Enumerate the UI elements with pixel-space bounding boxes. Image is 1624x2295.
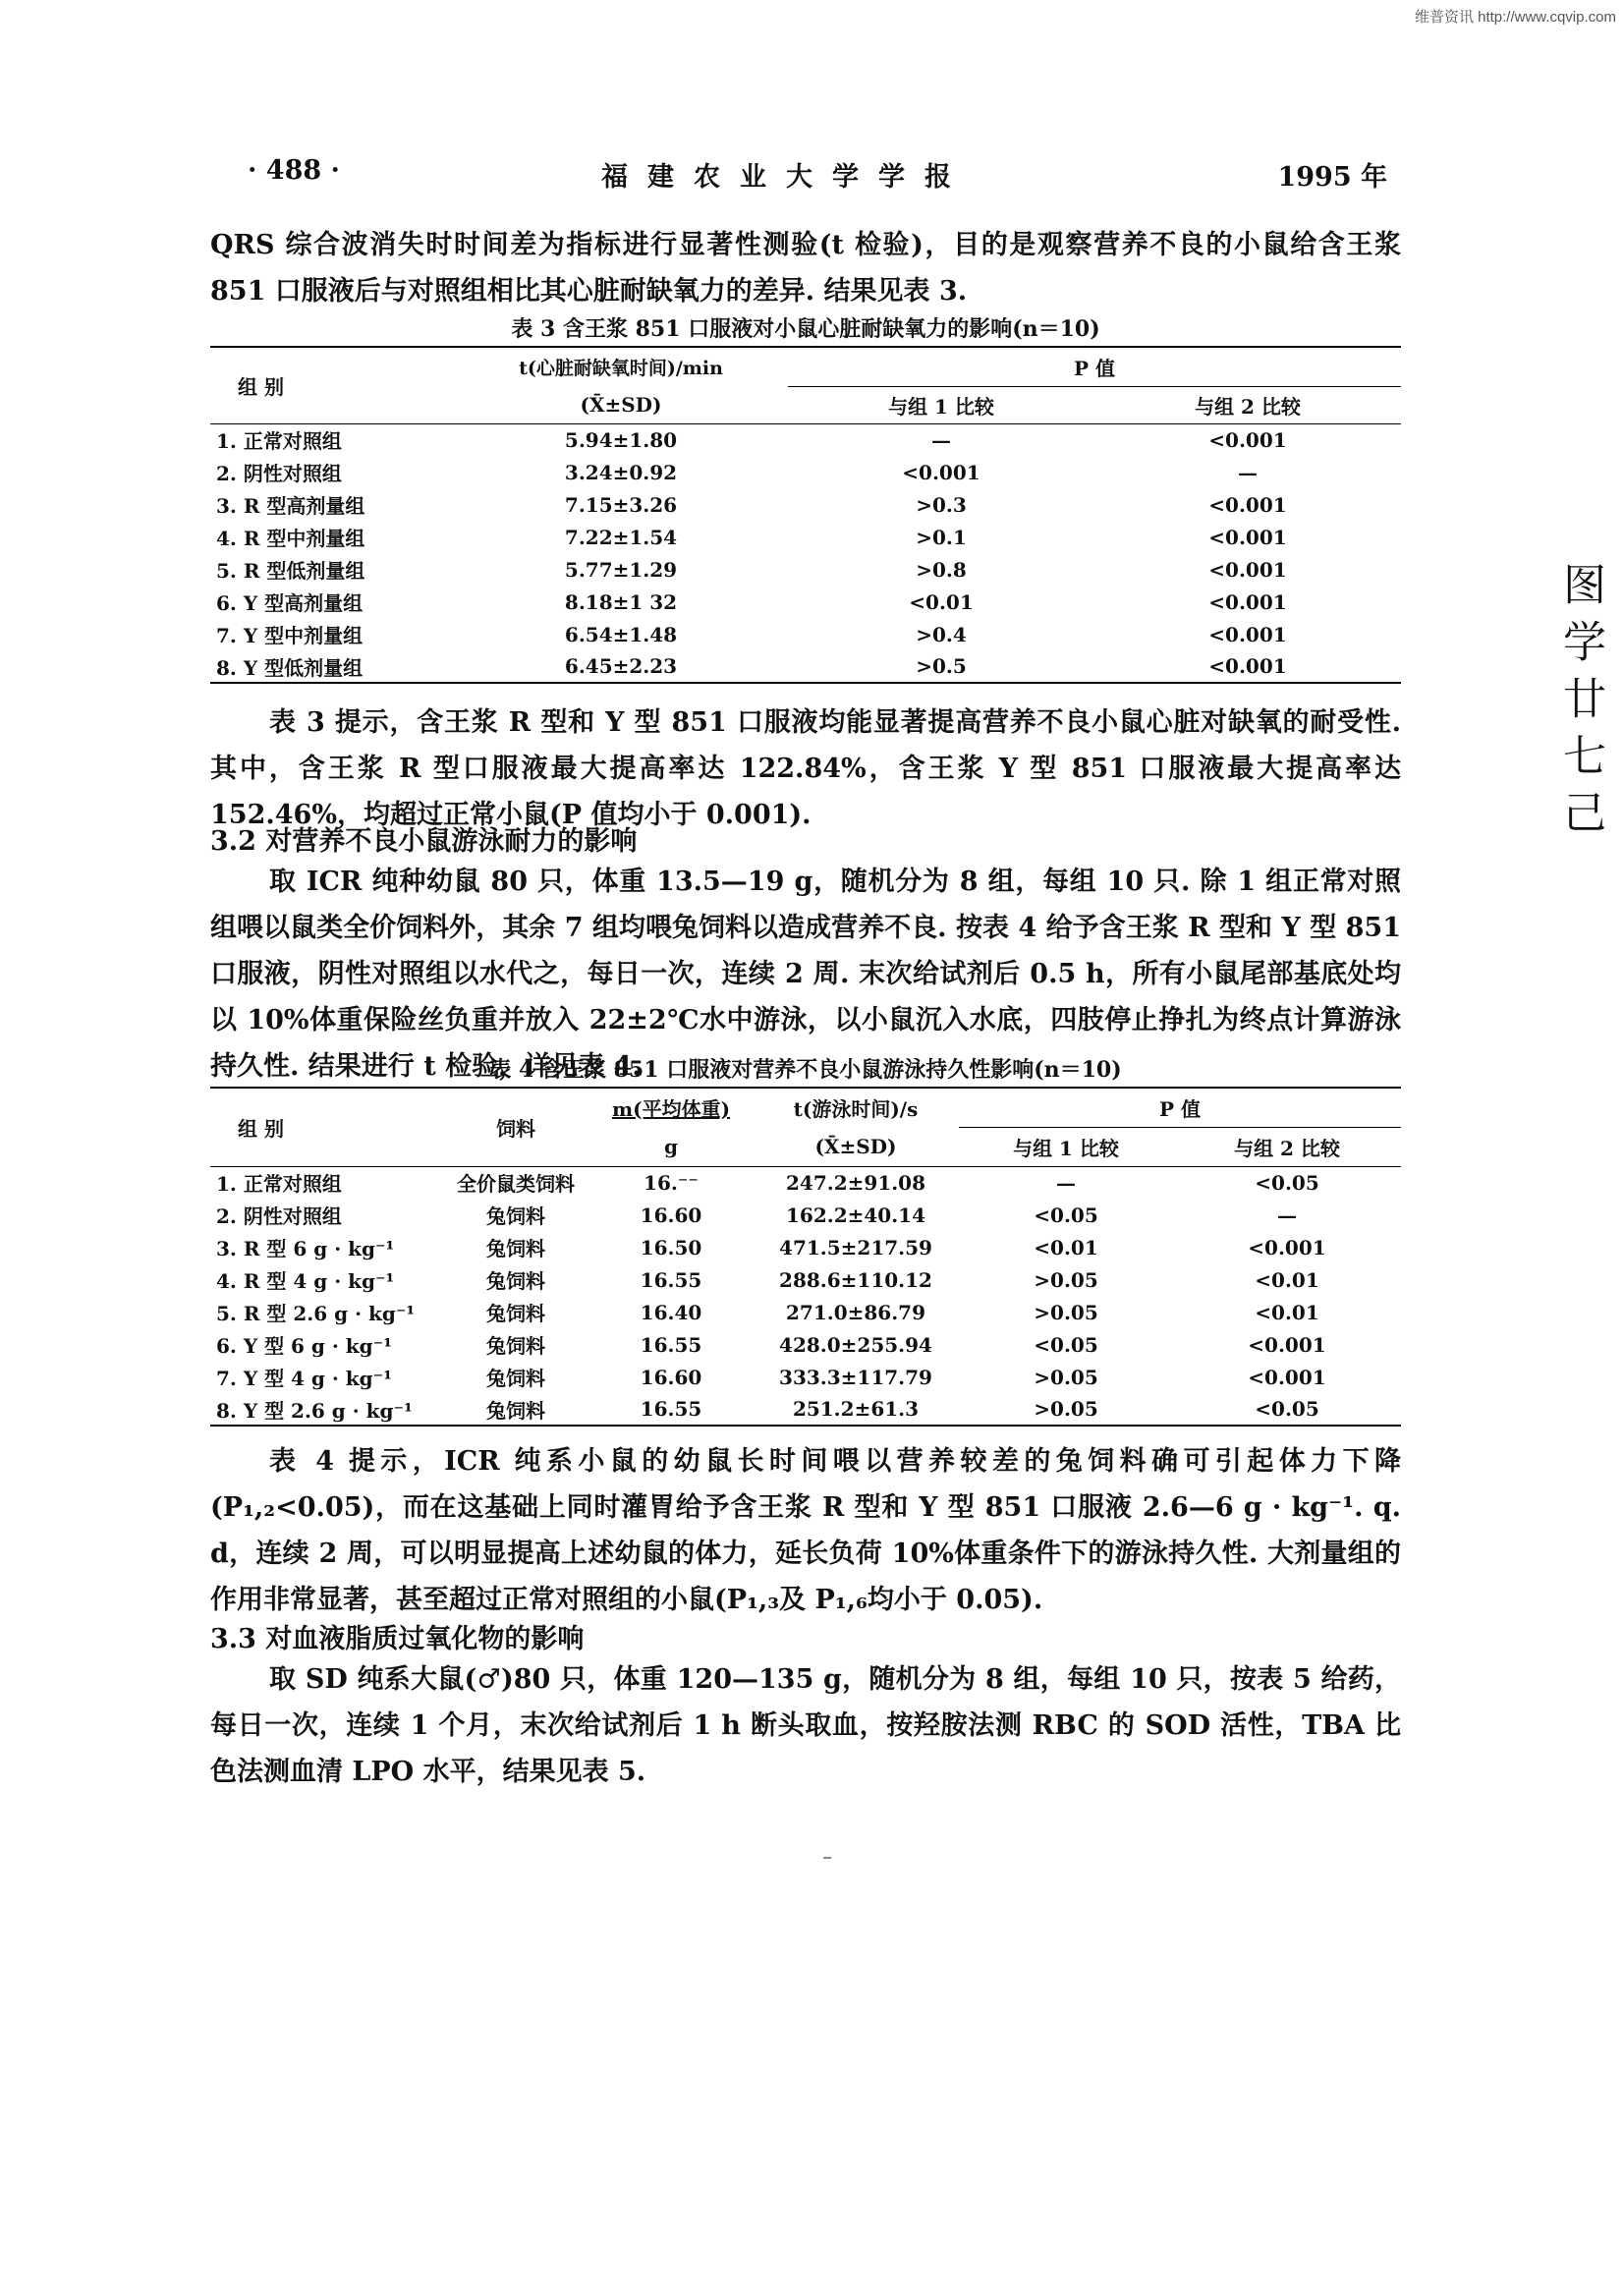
margin-handwriting: 图 学 廿 七 己 bbox=[1555, 562, 1605, 833]
table-cell-t: 288.6±110.12 bbox=[779, 1267, 932, 1292]
table-cell-group: 6. Y 型高剂量组 bbox=[216, 591, 364, 615]
page-number: · 488 · bbox=[248, 155, 340, 186]
table-cell-vs2: <0.001 bbox=[1208, 557, 1287, 582]
table-row bbox=[210, 1328, 1401, 1361]
table-cell-vs2: <0.001 bbox=[1208, 427, 1287, 452]
table-cell-vs1: >0.1 bbox=[916, 525, 967, 549]
table-cell-m: 16.55 bbox=[640, 1267, 702, 1292]
section-3-3-heading: 3.3 对血液脂质过氧化物的影响 bbox=[210, 1624, 585, 1654]
table-cell-vs1: >0.05 bbox=[1034, 1397, 1098, 1421]
table4-col-vs2: 与组 2 比较 bbox=[1234, 1136, 1340, 1160]
table-cell-feed: 兔饲料 bbox=[486, 1334, 545, 1358]
table-cell-vs1: >0.05 bbox=[1034, 1267, 1098, 1292]
table-cell-t: 5.77±1.29 bbox=[564, 557, 678, 582]
table-cell-group: 8. Y 型 2.6 g · kg⁻¹ bbox=[216, 1398, 413, 1423]
table4 bbox=[210, 1087, 1401, 1427]
table-cell-vs1: <0.01 bbox=[1034, 1235, 1098, 1259]
table-cell-group: 8. Y 型低剂量组 bbox=[216, 655, 364, 680]
table-cell-group: 7. Y 型中剂量组 bbox=[216, 624, 364, 647]
table-cell-t: 7.22±1.54 bbox=[564, 525, 678, 549]
table-cell-vs1: >0.4 bbox=[916, 622, 967, 646]
table-cell-m: 16.55 bbox=[640, 1397, 702, 1421]
table-row bbox=[210, 618, 1401, 650]
table-cell-vs2: — bbox=[1277, 1203, 1297, 1227]
scan-speck bbox=[823, 1857, 831, 1859]
table-cell-group: 1. 正常对照组 bbox=[216, 1172, 342, 1197]
table4-body bbox=[210, 1166, 1401, 1426]
table-cell-feed: 兔饲料 bbox=[486, 1398, 545, 1423]
table-cell-t: 6.54±1.48 bbox=[564, 622, 678, 646]
table-cell-vs1: >0.05 bbox=[1034, 1300, 1098, 1324]
table-row bbox=[210, 1166, 1401, 1199]
table-cell-vs2: <0.001 bbox=[1208, 654, 1287, 678]
table-row bbox=[210, 521, 1401, 553]
table-cell-group: 2. 阴性对照组 bbox=[216, 462, 342, 485]
table-cell-group: 7. Y 型 4 g · kg⁻¹ bbox=[216, 1367, 392, 1390]
table-row bbox=[210, 423, 1401, 456]
watermark: 维普资讯 http://www.cqvip.com bbox=[1414, 9, 1616, 26]
section-3-2-heading: 3.2 对营养不良小鼠游泳耐力的影响 bbox=[210, 826, 638, 857]
table-cell-m: 16.50 bbox=[640, 1235, 702, 1259]
table3-header-row bbox=[210, 347, 1401, 386]
table-row bbox=[210, 1231, 1401, 1263]
table-cell-t: 8.18±1 32 bbox=[564, 589, 678, 614]
table-cell-feed: 兔饲料 bbox=[486, 1269, 545, 1293]
table-cell-m: 16.40 bbox=[640, 1300, 702, 1324]
table-cell-feed: 兔饲料 bbox=[486, 1367, 545, 1390]
table-row bbox=[210, 1361, 1401, 1393]
table4-col-feed: 饲料 bbox=[496, 1116, 535, 1141]
table-cell-group: 4. R 型 4 g · kg⁻¹ bbox=[216, 1269, 395, 1293]
table3-col-t-line2: (X̄±SD) bbox=[580, 392, 662, 417]
table4-col-vs1: 与组 1 比较 bbox=[1013, 1136, 1119, 1160]
table-cell-t: 271.0±86.79 bbox=[785, 1300, 925, 1324]
table4-col-p: P 值 bbox=[959, 1088, 1401, 1127]
table-cell-t: 7.15±3.26 bbox=[564, 492, 678, 517]
table-cell-vs2: <0.001 bbox=[1248, 1235, 1326, 1259]
table3-col-p: P 值 bbox=[788, 347, 1401, 386]
table-cell-group: 6. Y 型 6 g · kg⁻¹ bbox=[216, 1334, 392, 1358]
table-cell-group: 2. 阴性对照组 bbox=[216, 1204, 342, 1228]
table-cell-vs2: <0.001 bbox=[1208, 492, 1287, 517]
table-cell-group: 5. R 型 2.6 g · kg⁻¹ bbox=[216, 1302, 416, 1325]
table-cell-vs2: <0.01 bbox=[1255, 1267, 1319, 1292]
table-cell-vs1: >0.8 bbox=[916, 557, 967, 582]
table-cell-vs2: <0.05 bbox=[1255, 1170, 1319, 1195]
table-cell-vs1: <0.001 bbox=[902, 460, 980, 484]
issue-year: 1995 年 bbox=[1277, 162, 1387, 193]
table-cell-vs2: <0.001 bbox=[1208, 525, 1287, 549]
table-cell-group: 5. R 型低剂量组 bbox=[216, 559, 365, 583]
table-row bbox=[210, 553, 1401, 586]
table-cell-t: 5.94±1.80 bbox=[564, 427, 678, 452]
section-3-2-paragraph: 取 ICR 纯种幼鼠 80 只，体重 13.5—19 g，随机分为 8 组，每组 10 只. 除 1 组正常对照组喂以鼠类全价饲料外，其余 7 组均喂兔饲料以造成营养不良. 按表 4 给予含王浆 R 型和 Y 型 851 口服液，阴性对照组以水代之，每日一次，连续 2 周. 末次给试剂后 0.5 h，所有小鼠尾部基底处均以 10%体重保险丝负重并放入 22±2℃水中游泳，以小鼠沉入水底，四肢停止挣扎为终点计算游泳持久性. 结果进行 t 检验，详见表 4. bbox=[210, 867, 1401, 1082]
table-cell-t: 6.45±2.23 bbox=[564, 654, 678, 678]
table-cell-m: 16.⁻⁻ bbox=[644, 1170, 699, 1195]
table-cell-vs1: <0.05 bbox=[1034, 1203, 1098, 1227]
table-cell-vs2: — bbox=[1238, 460, 1258, 484]
table3-caption: 表 3 含王浆 851 口服液对小鼠心脏耐缺氧力的影响(n＝10) bbox=[511, 316, 1100, 342]
table-cell-vs1: — bbox=[1056, 1170, 1076, 1195]
table-cell-vs2: <0.001 bbox=[1208, 622, 1287, 646]
intro-paragraph: QRS 综合波消失时时间差为指标进行显著性测验(t 检验)，目的是观察营养不良的小鼠给含王浆 851 口服液后与对照组相比其心脏耐缺氧力的差异. 结果见表 3. bbox=[210, 230, 1401, 307]
table-cell-group: 3. R 型高剂量组 bbox=[216, 494, 365, 518]
table4-col-m-line1: m(平均体重) bbox=[611, 1097, 731, 1121]
table3-summary-paragraph: 表 3 提示，含王浆 R 型和 Y 型 851 口服液均能显著提高营养不良小鼠心脏对缺氧的耐受性. 其中，含王浆 R 型口服液最大提高率达 122.84%，含王浆 Y 型 851 口服液最大提高率达 152.46%，均超过正常小鼠(P 值均小于 0.001). bbox=[210, 707, 1401, 830]
table-cell-vs1: >0.05 bbox=[1034, 1365, 1098, 1389]
table4-col-m-line2: g bbox=[664, 1134, 678, 1158]
table4-caption: 表 4 含王浆 851 口服液对营养不良小鼠游泳持久性影响(n＝10) bbox=[489, 1057, 1122, 1083]
table-cell-group: 4. R 型中剂量组 bbox=[216, 527, 365, 550]
table-cell-t: 162.2±40.14 bbox=[785, 1203, 925, 1227]
table-row bbox=[210, 1393, 1401, 1426]
table-cell-group: 1. 正常对照组 bbox=[216, 429, 342, 454]
table-cell-vs2: <0.01 bbox=[1255, 1300, 1319, 1324]
table-cell-m: 16.60 bbox=[640, 1203, 702, 1227]
table-cell-vs2: <0.001 bbox=[1248, 1365, 1326, 1389]
table-row bbox=[210, 456, 1401, 488]
table-row bbox=[210, 586, 1401, 618]
table-row bbox=[210, 650, 1401, 683]
table-cell-t: 247.2±91.08 bbox=[785, 1170, 925, 1195]
table-cell-m: 16.55 bbox=[640, 1332, 702, 1357]
table-row bbox=[210, 1263, 1401, 1296]
journal-title: 福建农业大学学报 bbox=[601, 162, 971, 193]
table4-col-group: 组 别 bbox=[238, 1116, 284, 1141]
table-cell-t: 333.3±117.79 bbox=[779, 1365, 932, 1389]
table-row bbox=[210, 1296, 1401, 1328]
table3 bbox=[210, 346, 1401, 684]
table4-header-row bbox=[210, 1088, 1401, 1127]
table4-col-t-line1: t(游泳时间)/s bbox=[793, 1097, 919, 1121]
table-cell-vs2: <0.001 bbox=[1208, 589, 1287, 614]
table3-col-group: 组 别 bbox=[238, 374, 284, 399]
table-row bbox=[210, 488, 1401, 521]
table-cell-t: 428.0±255.94 bbox=[779, 1332, 932, 1357]
table4-col-t-line2: (X̄±SD) bbox=[814, 1134, 897, 1158]
table-cell-vs1: >0.5 bbox=[916, 654, 967, 678]
table3-col-vs2: 与组 2 比较 bbox=[1195, 394, 1301, 419]
table-cell-vs2: <0.001 bbox=[1248, 1332, 1326, 1357]
table-cell-t: 251.2±61.3 bbox=[792, 1397, 920, 1421]
table3-col-t-line1: t(心脏耐缺氧时间)/min bbox=[519, 358, 723, 379]
table-cell-vs1: <0.01 bbox=[909, 589, 974, 614]
table-cell-group: 3. R 型 6 g · kg⁻¹ bbox=[216, 1237, 395, 1260]
table-cell-feed: 兔饲料 bbox=[486, 1204, 545, 1228]
table-cell-vs1: >0.3 bbox=[916, 492, 967, 517]
table-cell-t: 471.5±217.59 bbox=[779, 1235, 932, 1259]
table4-summary-paragraph: 表 4 提示，ICR 纯系小鼠的幼鼠长时间喂以营养较差的兔饲料确可引起体力下降(P₁,₂<0.05)，而在这基础上同时灌胃给予含王浆 R 型和 Y 型 851 口服液 2.6—6 g · kg⁻¹. q. d，连续 2 周，可以明显提高上述幼鼠的体力，延长负荷 10%体重条件下的游泳持久性. 大剂量组的作用非常显著，甚至超过正常对照组的小鼠(P₁,₃及 P₁,₆均小于 0.05). bbox=[210, 1446, 1401, 1615]
running-header bbox=[248, 155, 1387, 195]
table-cell-feed: 兔饲料 bbox=[486, 1302, 545, 1325]
table-cell-vs2: <0.05 bbox=[1255, 1397, 1319, 1421]
table3-col-vs1: 与组 1 比较 bbox=[888, 394, 994, 419]
table-cell-feed: 兔饲料 bbox=[486, 1237, 545, 1260]
table-cell-m: 16.60 bbox=[640, 1365, 702, 1389]
table-cell-feed: 全价鼠类饲料 bbox=[457, 1172, 575, 1197]
table-cell-vs1: — bbox=[931, 427, 951, 452]
table3-body bbox=[210, 423, 1401, 683]
section-3-3-paragraph: 取 SD 纯系大鼠(♂)80 只，体重 120—135 g，随机分为 8 组，每组 10 只，按表 5 给药，每日一次，连续 1 个月，末次给试剂后 1 h 断头取血，按羟胺法测 RBC 的 SOD 活性，TBA 比色法测血清 LPO 水平，结果见表 5. bbox=[210, 1664, 1401, 1787]
table-row bbox=[210, 1199, 1401, 1231]
table-cell-t: 3.24±0.92 bbox=[564, 460, 678, 484]
table-cell-vs1: <0.05 bbox=[1034, 1332, 1098, 1357]
